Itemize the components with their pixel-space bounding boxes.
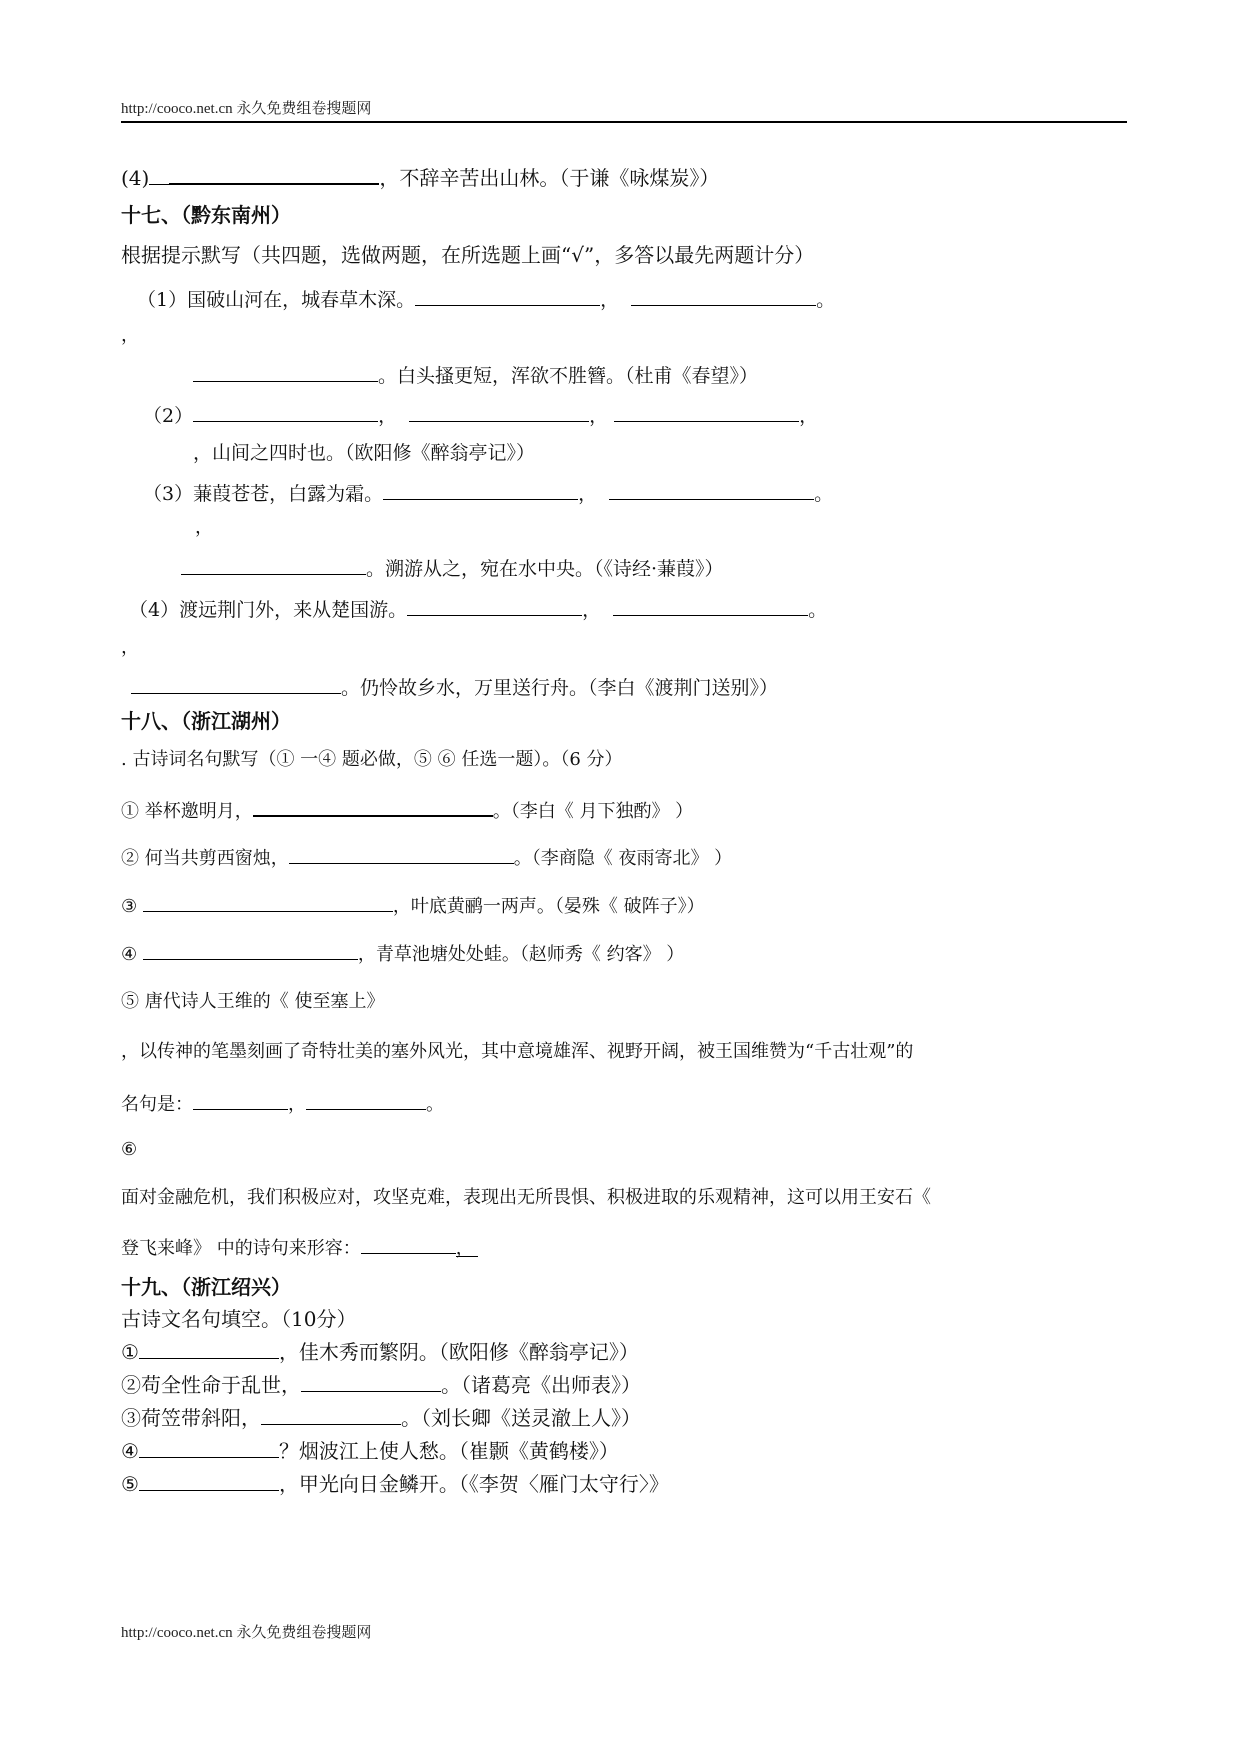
s19-item-2-blank[interactable]: [301, 1373, 441, 1392]
s19-item-5: [121, 1472, 669, 1496]
s19-item-1: [121, 1340, 639, 1364]
s18-item-6-blank-1[interactable]: [361, 1235, 456, 1254]
s18-item-5-line-b: ，以传神的笔墨刻画了奇特壮美的塞外风光，其中意境雄浑、视野开阔，被王国维赞为“千古壮观”的: [121, 1041, 914, 1062]
q16-item-4: [121, 165, 719, 190]
s18-item-2-text: ② 何当共剪西窗烛，: [121, 848, 289, 869]
s18-item-5-label: 名句是：: [121, 1094, 193, 1115]
comma: ，: [582, 599, 602, 621]
s18-item-3: [121, 893, 705, 918]
s17-item-3-blank-1[interactable]: [383, 481, 578, 500]
s17-item-1-blank-2[interactable]: [631, 287, 816, 306]
s17-stray-comma-2: ，: [195, 517, 213, 538]
section-18-intro: . 古诗词名句默写（① 一④ 题必做，⑤ ⑥ 任选一题）。（6 分）: [121, 749, 623, 770]
s19-item-4-number: ④: [121, 1439, 139, 1463]
q16-item-4-number: (4): [121, 166, 150, 190]
comma: ，: [378, 405, 398, 427]
comma: ，: [589, 405, 609, 427]
s18-item-5-line-c: [121, 1091, 444, 1116]
s19-item-2: [121, 1373, 641, 1397]
s17-item-3-text: （3）蒹葭苍苍，白露为霜。: [143, 483, 384, 505]
s18-item-6-blank-2[interactable]: [456, 1238, 478, 1257]
s17-item-2-number: （2）: [143, 405, 194, 427]
section-18-heading: 十八、（浙江湖州）: [121, 709, 291, 733]
period: 。: [426, 1094, 444, 1115]
s19-item-3-blank[interactable]: [261, 1406, 401, 1425]
s17-item-2-blank-1[interactable]: [193, 403, 378, 422]
section-19-heading: 十九、（浙江绍兴）: [121, 1275, 291, 1299]
comma: ，: [799, 405, 819, 427]
s18-item-4: [121, 941, 684, 966]
s17-item-1-line-b: [193, 363, 758, 388]
section-19-intro: 古诗文名句填空。（10分）: [121, 1307, 357, 1331]
page-footer: http://cooco.net.cn 永久免费组卷搜题网: [121, 1625, 372, 1641]
s17-item-3-blank-3[interactable]: [181, 556, 366, 575]
s17-item-2-blank-3[interactable]: [614, 403, 799, 422]
s18-item-1-blank[interactable]: [253, 797, 493, 817]
s18-item-6-text: 登飞来峰》 中的诗句来形容：: [121, 1238, 361, 1259]
s17-item-1-line-a: [137, 287, 835, 312]
s17-item-1-blank-1[interactable]: [415, 287, 600, 306]
s17-item-1-text: （1）国破山河在，城春草木深。: [137, 289, 416, 311]
s18-item-2-blank[interactable]: [289, 845, 514, 864]
s18-item-5-blank-1[interactable]: [193, 1091, 288, 1110]
s17-item-2-blank-2[interactable]: [409, 403, 589, 422]
header-rule: [121, 121, 1127, 123]
s17-item-1-blank-3[interactable]: [193, 363, 378, 382]
s19-item-1-number: ①: [121, 1340, 139, 1364]
s17-item-2-line-b: ，山间之四时也。（欧阳修《醉翁亭记》）: [193, 442, 536, 464]
comma: ，: [600, 289, 620, 311]
section-17-instruction: 根据提示默写（共四题，选做两题，在所选题上画“√”，多答以最先两题计分）: [121, 243, 815, 267]
s19-item-1-blank[interactable]: [139, 1340, 279, 1359]
s19-item-5-blank[interactable]: [139, 1472, 279, 1491]
s18-item-3-blank[interactable]: [143, 893, 393, 912]
s19-item-3-source: 。（刘长卿《送灵澈上人》）: [401, 1406, 641, 1430]
s19-item-3-text: ③荷笠带斜阳，: [121, 1406, 261, 1430]
s17-item-3-line-b: [181, 556, 724, 581]
period: 。: [816, 289, 836, 311]
s17-item-4-text: （4）渡远荆门外，来从楚国游。: [129, 599, 408, 621]
s18-item-4-text: ，青草池塘处处蛙。（赵师秀《 约客》 ）: [357, 944, 685, 965]
s17-item-3-blank-2[interactable]: [609, 481, 814, 500]
s18-item-1-text: ① 举杯邀明月，: [121, 801, 253, 822]
s17-item-3-line-a: [143, 481, 833, 506]
s19-item-5-text: ，甲光向日金鳞开。（《李贺〈雁门太守行〉》: [278, 1472, 669, 1496]
s18-item-6-line-a: 面对金融危机，我们积极应对，攻坚克难，表现出无所畏惧、积极进取的乐观精神，这可以用王安石《: [121, 1187, 931, 1208]
s18-item-4-blank[interactable]: [143, 941, 358, 960]
s17-item-4-blank-1[interactable]: [407, 597, 582, 616]
s19-item-2-text: ②苟全性命于乱世，: [121, 1373, 301, 1397]
comma: ，: [455, 1238, 474, 1259]
s17-stray-comma-1: ，: [121, 325, 139, 346]
s17-item-4-line-b: [131, 675, 778, 700]
s18-item-2: [121, 845, 732, 870]
s17-item-4-line-a: [129, 597, 827, 622]
s19-item-4-text: ？烟波江上使人愁。（崔颢《黄鹤楼》）: [278, 1439, 619, 1463]
s19-item-1-text: ，佳木秀而繁阴。（欧阳修《醉翁亭记》）: [278, 1340, 639, 1364]
s19-item-2-source: 。（诸葛亮《出师表》）: [441, 1373, 641, 1397]
s17-item-4-text-b: 。仍怜故乡水，万里送行舟。（李白《渡荆门送别》）: [341, 677, 779, 699]
s19-item-4: [121, 1439, 619, 1463]
s17-item-1-text-b: 。白头搔更短，浑欲不胜簪。（杜甫《春望》）: [378, 365, 759, 387]
s18-item-1: [121, 797, 693, 823]
s18-item-5-blank-2[interactable]: [306, 1091, 426, 1110]
s19-item-5-number: ⑤: [121, 1472, 139, 1496]
s17-item-2-line-a: [143, 403, 818, 428]
page-header: http://cooco.net.cn 永久免费组卷搜题网: [121, 101, 372, 117]
section-17-heading: 十七、（黔东南州）: [121, 203, 291, 227]
s18-item-5-line-a: ⑤ 唐代诗人王维的《 使至塞上》: [121, 991, 385, 1012]
s19-item-4-blank[interactable]: [139, 1439, 279, 1458]
comma: ，: [288, 1094, 306, 1115]
q16-item-4-text: ，不辞辛苦出山林。（于谦《咏煤炭》）: [379, 166, 720, 190]
comma: ，: [578, 483, 598, 505]
s18-item-3-number: ③: [121, 896, 143, 917]
s19-item-3: [121, 1406, 641, 1430]
period: 。: [808, 599, 828, 621]
s17-stray-comma-3: ，: [121, 637, 139, 658]
s18-item-6-line-b: [121, 1235, 478, 1260]
s18-item-6-number: ⑥: [121, 1139, 138, 1160]
s18-item-1-source: 。（李白《 月下独酌》 ）: [492, 801, 694, 822]
s17-item-4-blank-2[interactable]: [613, 597, 808, 616]
q16-item-4-blank[interactable]: [169, 165, 379, 185]
s18-item-2-source: 。（李商隐《 夜雨寄北》 ）: [513, 848, 733, 869]
period: 。: [814, 483, 834, 505]
s17-item-4-blank-3[interactable]: [131, 675, 341, 694]
s18-item-4-number: ④: [121, 944, 143, 965]
s17-item-3-text-b: 。溯游从之，宛在水中央。（《诗经·蒹葭》）: [366, 558, 724, 580]
s18-item-3-text: ，叶底黄鹂一两声。（晏殊《 破阵子》）: [392, 896, 705, 917]
